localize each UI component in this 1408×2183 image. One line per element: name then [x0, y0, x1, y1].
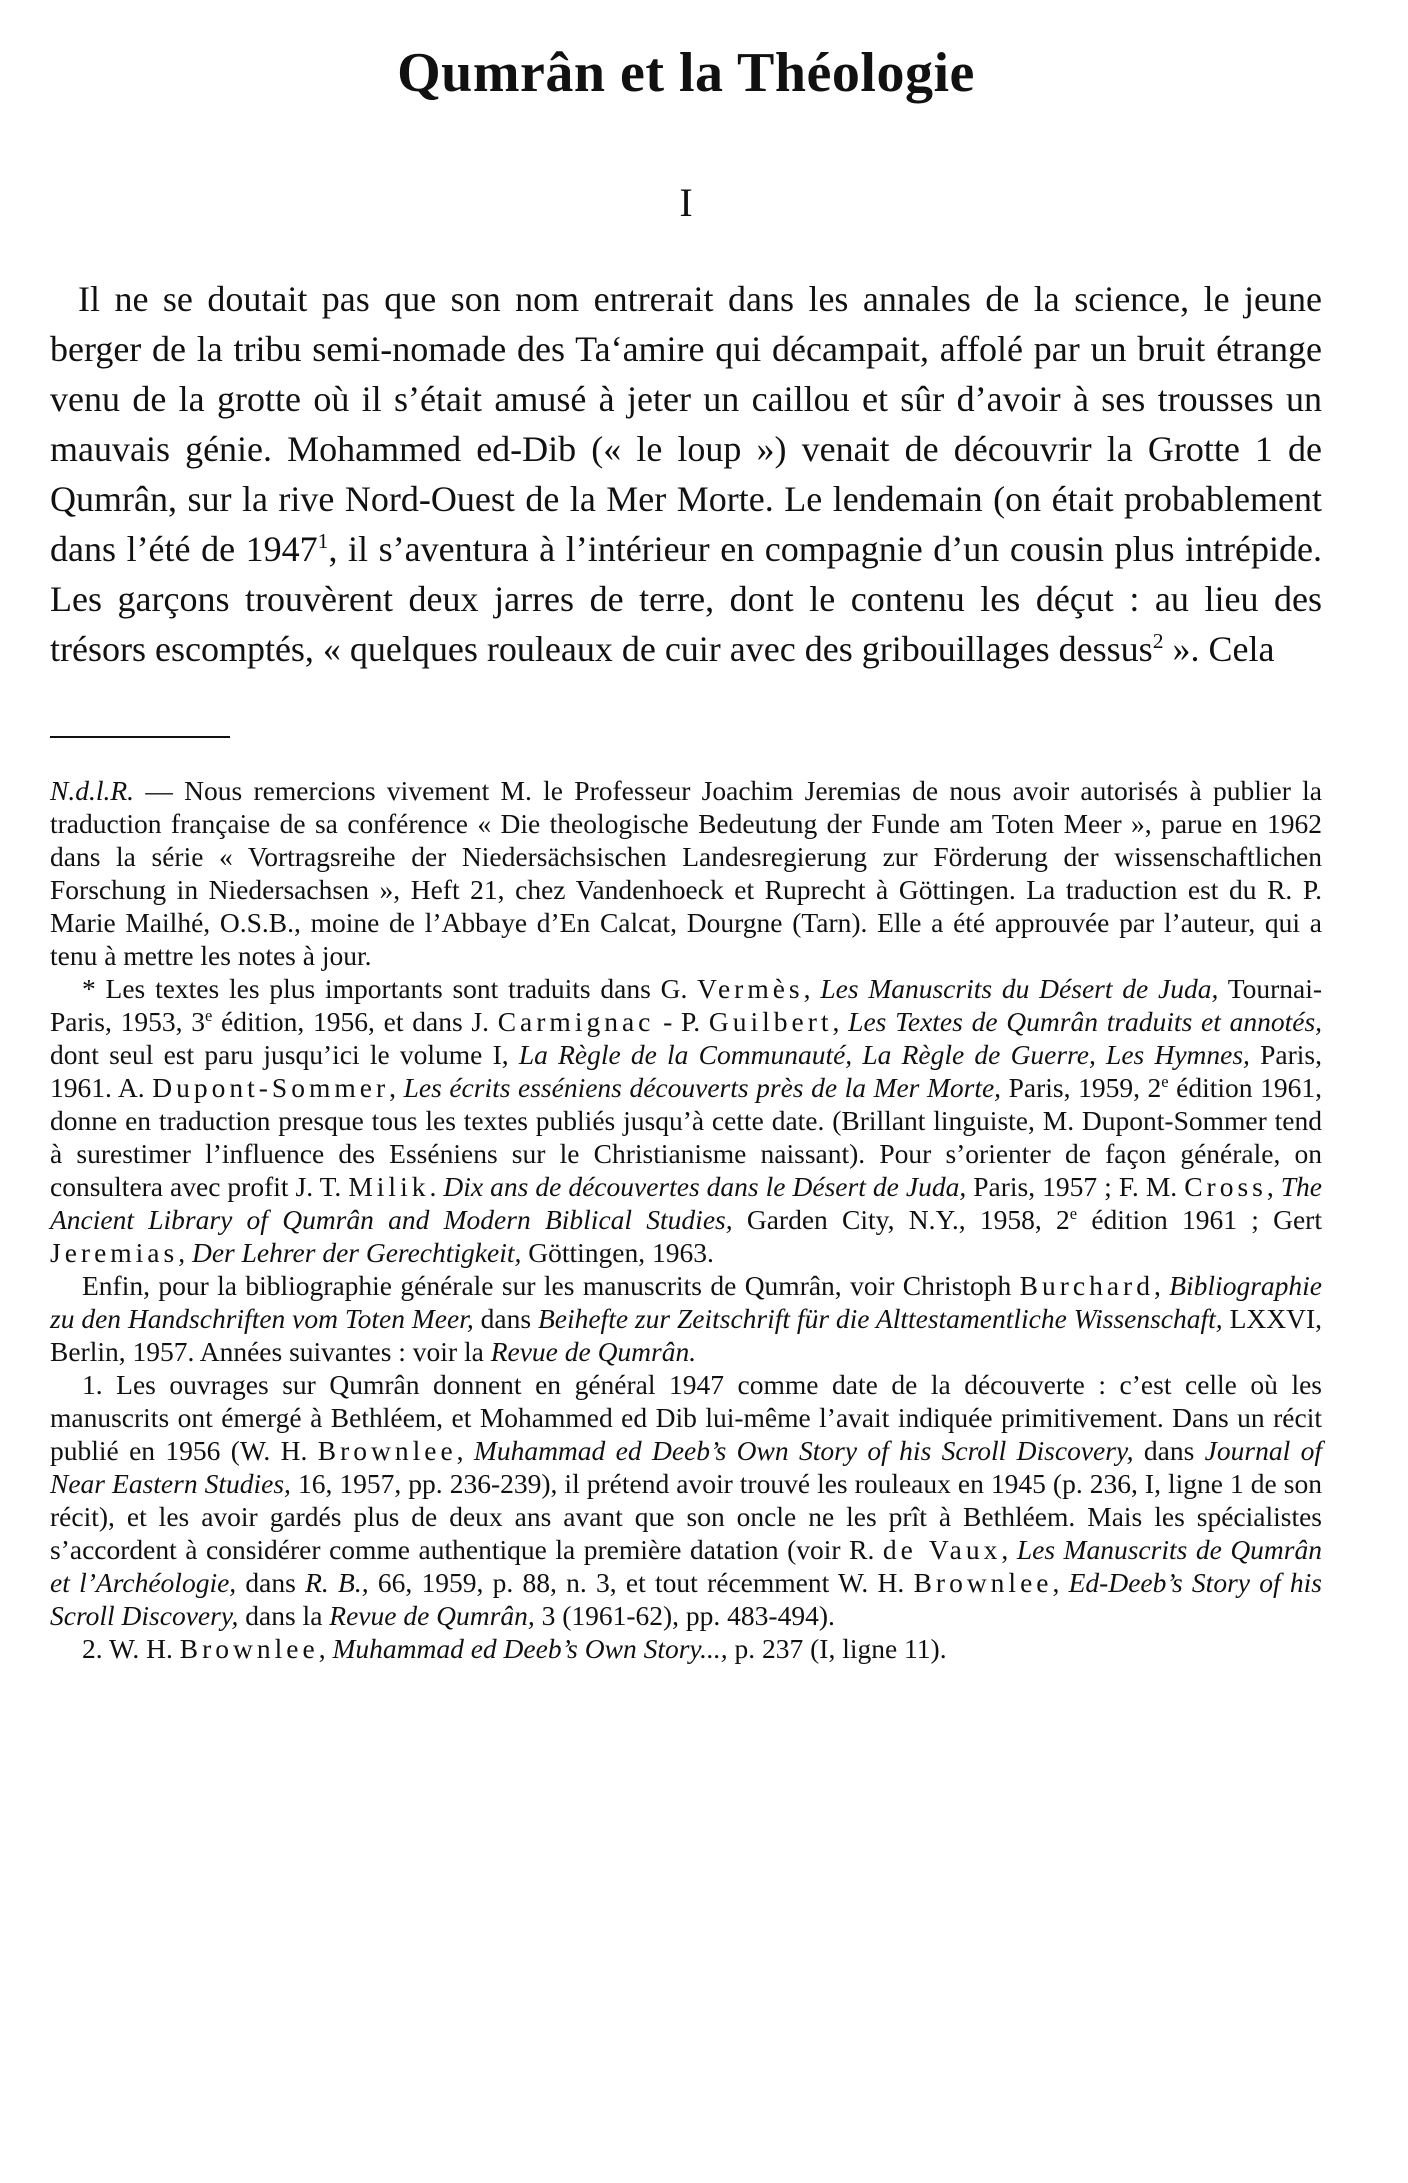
author-name: Brownlee — [317, 1435, 457, 1467]
author-name: Brownlee — [179, 1633, 319, 1665]
note-text: dont seul est paru jusqu’ici le volume I, — [50, 1039, 519, 1071]
note-ndlr — [50, 774, 1322, 972]
book-title: R. B., — [305, 1567, 369, 1599]
footnote-ref-1[interactable]: 1 — [317, 529, 329, 554]
note-text: dans — [236, 1567, 306, 1599]
note-text: 2. W. H. — [82, 1633, 180, 1665]
note-text: dans — [1133, 1435, 1205, 1467]
footnote-ref-2[interactable]: 2 — [1152, 629, 1164, 654]
body-text-1: Il ne se doutait pas que son nom entrerait dans les annales de la science, le jeune berger de la tribu semi-nomade des Ta‘amire qui décampait, affolé par un bruit étrange venu de la grotte où il s’était amusé à jeter un caillou et sûr d’avoir à ses trousses un mauvais génie. Mohammed ed-Dib (« le loup ») venait de découvrir la Grotte 1 de Qumrân, sur la rive Nord-Ouest de la Mer Morte. Le lendemain (on était probablement dans l’été de 1947 — [50, 279, 1322, 570]
author-name: Milik — [348, 1171, 430, 1203]
note-text: édition 1961, donne en traduction presque tous les textes publiés jusqu’à cette date. (Brillant linguiste, M. Dupont-Sommer tend à surestimer l’influence des Esséniens sur le Christianisme naissant). Pour s’orienter de façon générale, on consultera avec profit J. T. — [50, 1072, 1323, 1203]
note-text: , — [1052, 1567, 1069, 1599]
note-text: dans — [473, 1303, 538, 1335]
footnote-1 — [50, 1368, 1322, 1632]
book-title: Les Manuscrits du Désert de Juda, — [820, 973, 1219, 1005]
author-name: Burchard — [1019, 1270, 1154, 1302]
body-text-3: ». Cela — [1163, 629, 1275, 670]
note-text: 3 (1961-62), pp. 483-494). — [534, 1600, 835, 1632]
author-name: Cross — [1184, 1171, 1267, 1203]
section-number: I — [679, 180, 693, 226]
note-text: Göttingen, 1963. — [521, 1237, 714, 1269]
book-title: Les Manuscrits de Qumrân et l’Archéologie, — [50, 1534, 1322, 1599]
note-text: , — [178, 1237, 192, 1269]
superscript: e — [204, 1006, 213, 1026]
book-title: Revue de Qumrân, — [329, 1600, 535, 1632]
ndlr-text: — Nous remercions vivement M. le Professeur Joachim Jeremias de nous avoir autorisés à publier la traduction française de sa conférence « Die theologische Bedeutung der Funde am Toten Meer », parue en 1962 dans la série « Vortragsreihe der Niedersächsischen Landesregierung zur Förderung der wissenschaftlichen Forschung in Niedersachsen », Heft 21, chez Vandenhoeck et Ruprecht à Göttingen. La traduction est du R. P. Marie Mailhé, O.S.B., moine de l’Abbaye d’En Calcat, Dourgne (Tarn). Elle a été approuvée par l’auteur, qui a tenu à mettre les notes à jour. — [50, 775, 1322, 972]
author-name: Dupont-Sommer — [152, 1072, 390, 1104]
note-text: , — [318, 1633, 333, 1665]
author-name: de Vaux — [882, 1534, 1002, 1566]
note-text: , — [1001, 1534, 1017, 1566]
note-text: édition 1961 ; Gert — [1077, 1204, 1322, 1236]
page — [50, 40, 1322, 1665]
note-star — [50, 972, 1322, 1269]
body-text-2: , il s’aventura à l’intérieur en compagnie d’un cousin plus intrépide. Les garçons trouvèrent deux jarres de terre, dont le contenu les déçut : au lieu des trésors escomptés, « quelques rouleaux de cuir avec des gribouillages dessus — [50, 529, 1322, 670]
book-title: Muhammad ed Deeb’s Own Story..., — [332, 1633, 728, 1665]
note-text: Enfin, pour la bibliographie générale sur les manuscrits de Qumrân, voir Christoph — [82, 1270, 1020, 1302]
body-paragraph — [50, 274, 1322, 674]
note-text: 66, 1959, p. 88, n. 3, et tout récemment W. H. — [368, 1567, 914, 1599]
book-title: Bibliographie zu den Handschriften vom Toten Meer, — [50, 1270, 1322, 1335]
note-text: édition, 1956, et dans J. — [212, 1006, 498, 1038]
note-text: 1. Les ouvrages sur Qumrân donnent en général 1947 comme date de la découverte : c’est celle où les manuscrits ont émergé à Bethléem, et Mohammed ed Dib lui-même l’avait indiquée primitivement. Dans un récit publié en 1956 (W. H. — [50, 1369, 1322, 1467]
note-text: , — [1266, 1171, 1281, 1203]
note-text: p. 237 (I, ligne 11). — [727, 1633, 947, 1665]
note-text: . — [429, 1171, 444, 1203]
ndlr-label: N.d.l.R. — [50, 775, 135, 807]
book-title: Les Textes de Qumrân traduits et annotés, — [848, 1006, 1323, 1038]
book-title: The Ancient Library of Qumrân and Modern Biblical Studies, — [50, 1171, 1323, 1236]
note-text: - P. — [654, 1006, 709, 1038]
note-text: LXXVI, Berlin, 1957. Années suivantes : voir la — [50, 1303, 1322, 1368]
footnotes — [50, 774, 1322, 1665]
author-name: Vermès — [697, 973, 804, 1005]
note-text: , — [389, 1072, 404, 1104]
book-title: Journal of Near Eastern Studies, — [50, 1435, 1322, 1500]
note-text: , — [456, 1435, 474, 1467]
note-text: , — [1153, 1270, 1170, 1302]
note-text: , — [803, 973, 821, 1005]
note-text: Paris, 1961. A. — [50, 1039, 1322, 1104]
note-text: 16, 1957, pp. 236-239), il prétend avoir trouvé les rouleaux en 1945 (p. 236, I, ligne 1 de son récit), et les avoir gardés plus de deux ans avant que son oncle ne les prît à Bethléem. Mais les spécialistes s’accordent à considérer comme authentique la première datation (voir R. — [50, 1468, 1322, 1566]
author-name: Brownlee — [913, 1567, 1053, 1599]
author-name: Carmignac — [497, 1006, 655, 1038]
book-title: Muhammad ed Deeb’s Own Story of his Scroll Discovery, — [473, 1435, 1134, 1467]
note-text: dans la — [238, 1600, 330, 1632]
note-text: , — [832, 1006, 849, 1038]
note-text: * Les textes les plus importants sont traduits dans G. — [82, 973, 698, 1005]
superscript: e — [1161, 1072, 1169, 1092]
note-text: Garden City, N.Y., 1958, 2 — [732, 1204, 1070, 1236]
footnote-divider — [50, 736, 230, 738]
book-title: Les écrits esséniens découverts près de la Mer Morte, — [403, 1072, 1002, 1104]
book-title: Ed-Deeb’s Story of his Scroll Discovery, — [50, 1567, 1322, 1632]
author-name: Jeremias — [50, 1237, 179, 1269]
note-text: Tournai-Paris, 1953, 3 — [50, 973, 1323, 1038]
page-title: Qumrân et la Théologie — [397, 42, 975, 104]
book-title: Revue de Qumrân. — [490, 1336, 697, 1368]
author-name: Guilbert — [708, 1006, 833, 1038]
note-enfin — [50, 1269, 1322, 1368]
note-text: Paris, 1957 ; F. M. — [966, 1171, 1185, 1203]
superscript: e — [1069, 1204, 1078, 1224]
footnote-2 — [50, 1632, 1322, 1665]
book-title: Der Lehrer der Gerechtigkeit, — [191, 1237, 522, 1269]
note-text: Paris, 1959, 2 — [1001, 1072, 1162, 1104]
book-title: La Règle de la Communauté, La Règle de Guerre, Les Hymnes, — [518, 1039, 1250, 1071]
book-title: Dix ans de découvertes dans le Désert de Juda, — [443, 1171, 967, 1203]
book-title: Beihefte zur Zeitschrift für die Alttestamentliche Wissenschaft, — [537, 1303, 1223, 1335]
